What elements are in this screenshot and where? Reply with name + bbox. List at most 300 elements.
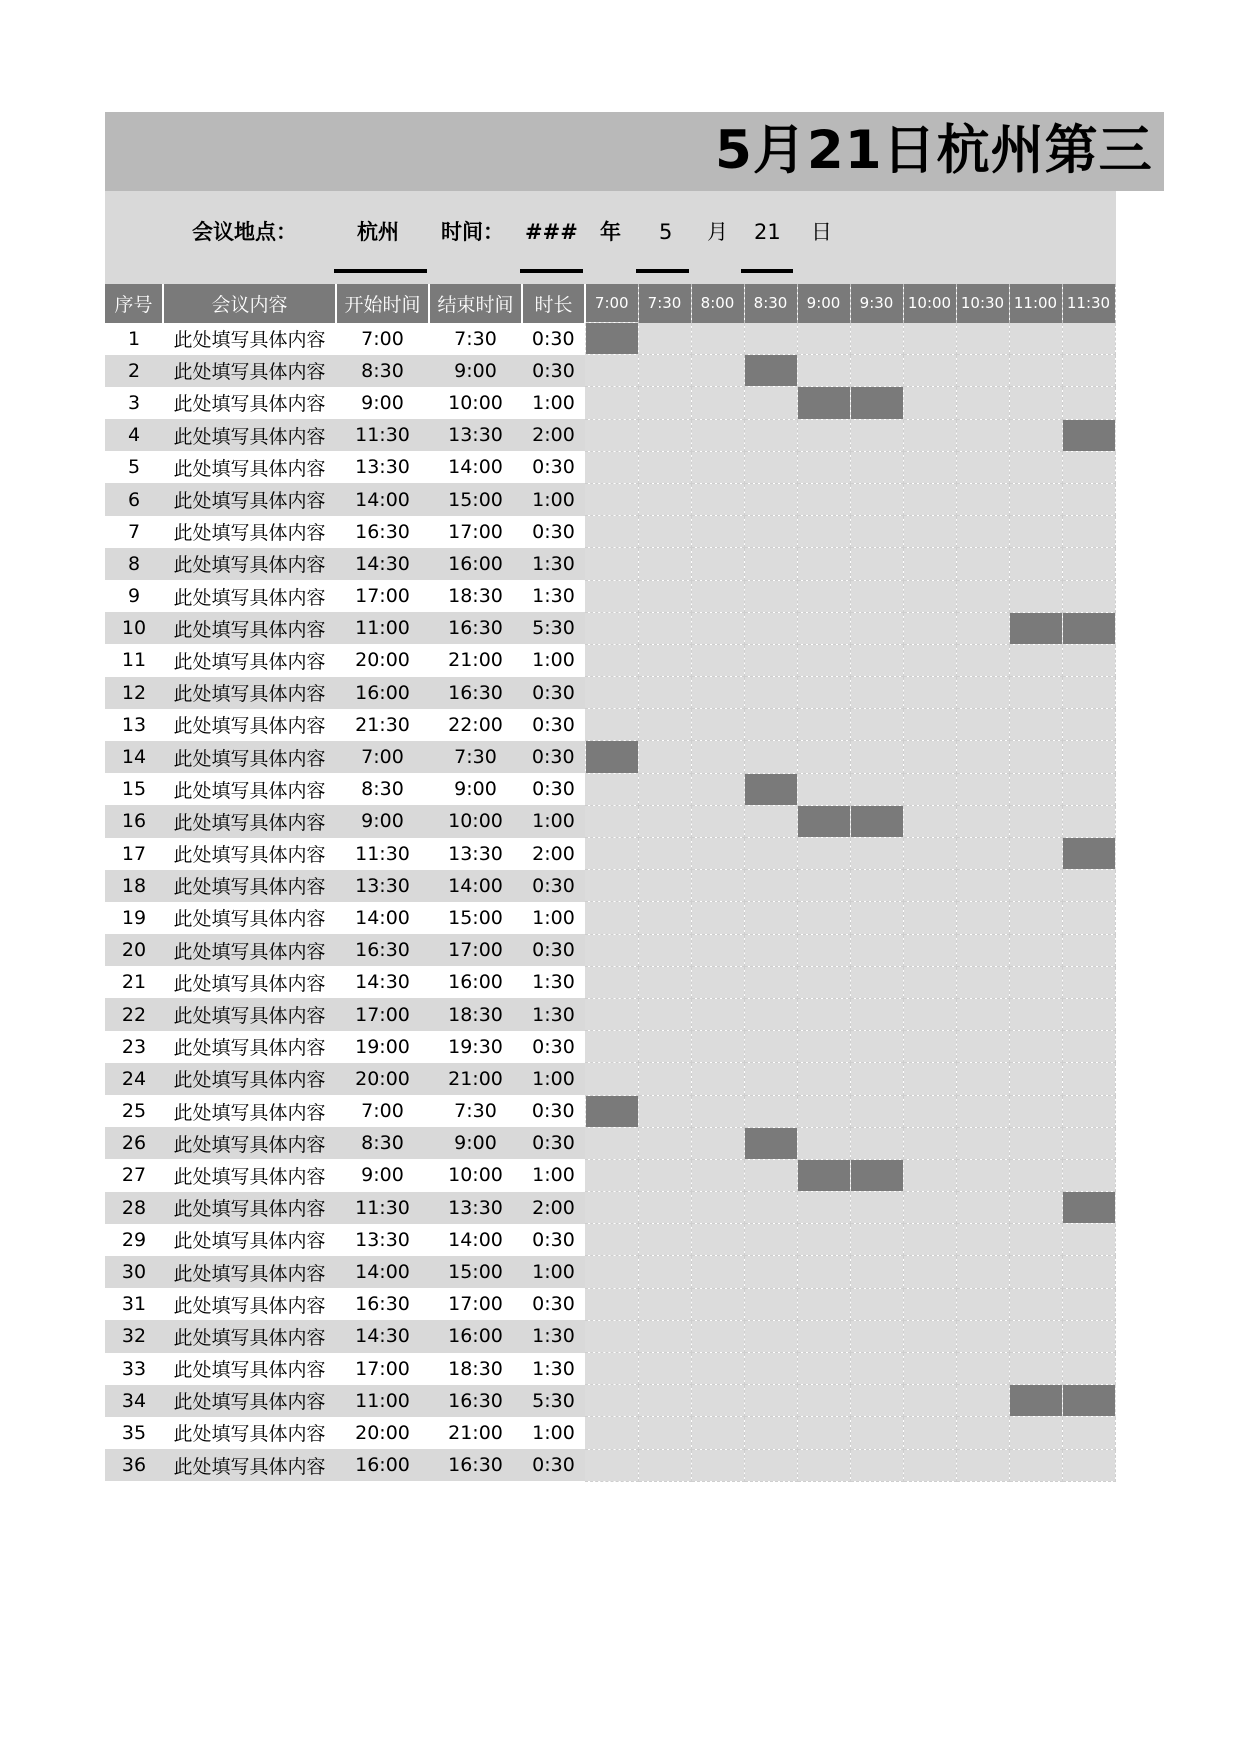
row-content: 此处填写具体内容: [163, 644, 336, 676]
gantt-empty-cell: [744, 1449, 797, 1481]
header-duration: 时长: [522, 284, 585, 323]
gantt-empty-cell: [744, 644, 797, 676]
row-end-time: 13:30: [429, 1192, 522, 1224]
row-duration: 0:30: [522, 741, 585, 773]
gantt-empty-cell: [1062, 355, 1115, 387]
row-end-time: 13:30: [429, 838, 522, 870]
row-index: 4: [105, 419, 163, 451]
row-content: 此处填写具体内容: [163, 1385, 336, 1417]
gantt-empty-cell: [638, 644, 691, 676]
row-start-time: 7:00: [336, 323, 429, 355]
gantt-empty-cell: [903, 1192, 956, 1224]
gantt-bar-cell: [1062, 1385, 1115, 1417]
gantt-empty-cell: [850, 1031, 903, 1063]
gantt-empty-cell: [744, 870, 797, 902]
gantt-empty-cell: [850, 1288, 903, 1320]
row-content: 此处填写具体内容: [163, 548, 336, 580]
row-duration: 2:00: [522, 838, 585, 870]
gantt-empty-cell: [638, 902, 691, 934]
gantt-empty-cell: [797, 323, 850, 355]
row-index: 20: [105, 934, 163, 966]
row-index: 21: [105, 966, 163, 998]
gantt-empty-cell: [1062, 548, 1115, 580]
gantt-empty-cell: [691, 773, 744, 805]
location-underline: [334, 269, 427, 273]
table-row: [105, 548, 1115, 580]
gantt-empty-cell: [1062, 934, 1115, 966]
gantt-empty-cell: [850, 355, 903, 387]
row-end-time: 21:00: [429, 1063, 522, 1095]
row-end-time: 16:00: [429, 966, 522, 998]
gantt-empty-cell: [691, 741, 744, 773]
gantt-bar-cell: [744, 1127, 797, 1159]
row-index: 23: [105, 1031, 163, 1063]
gantt-empty-cell: [850, 1353, 903, 1385]
gantt-empty-cell: [691, 805, 744, 837]
row-start-time: 16:30: [336, 934, 429, 966]
gantt-empty-cell: [1062, 1449, 1115, 1481]
gantt-empty-cell: [691, 934, 744, 966]
table-row: [105, 870, 1115, 902]
gantt-empty-cell: [585, 709, 638, 741]
gantt-empty-cell: [903, 1031, 956, 1063]
gantt-empty-cell: [1009, 355, 1062, 387]
table-row: [105, 677, 1115, 709]
gantt-empty-cell: [744, 966, 797, 998]
gantt-empty-cell: [1009, 709, 1062, 741]
gantt-empty-cell: [1062, 387, 1115, 419]
gantt-empty-cell: [903, 998, 956, 1030]
gantt-empty-cell: [903, 612, 956, 644]
gantt-empty-cell: [903, 548, 956, 580]
row-index: 25: [105, 1095, 163, 1127]
table-row: [105, 805, 1115, 837]
row-start-time: 16:00: [336, 1449, 429, 1481]
gantt-empty-cell: [1062, 644, 1115, 676]
row-end-time: 7:30: [429, 741, 522, 773]
gantt-empty-cell: [903, 1063, 956, 1095]
row-end-time: 17:00: [429, 1288, 522, 1320]
gantt-empty-cell: [585, 548, 638, 580]
row-start-time: 16:30: [336, 1288, 429, 1320]
row-start-time: 13:30: [336, 451, 429, 483]
row-index: 29: [105, 1224, 163, 1256]
gantt-empty-cell: [691, 1063, 744, 1095]
row-duration: 1:00: [522, 1063, 585, 1095]
row-index: 16: [105, 805, 163, 837]
row-duration: 0:30: [522, 677, 585, 709]
gantt-empty-cell: [638, 1224, 691, 1256]
gantt-empty-cell: [956, 805, 1009, 837]
gantt-empty-cell: [1062, 998, 1115, 1030]
row-index: 2: [105, 355, 163, 387]
gantt-empty-cell: [691, 709, 744, 741]
table-row: [105, 387, 1115, 419]
gantt-empty-cell: [1062, 1353, 1115, 1385]
row-start-time: 17:00: [336, 580, 429, 612]
row-content: 此处填写具体内容: [163, 1256, 336, 1288]
gantt-empty-cell: [744, 1417, 797, 1449]
row-end-time: 21:00: [429, 644, 522, 676]
row-content: 此处填写具体内容: [163, 838, 336, 870]
gantt-empty-cell: [850, 580, 903, 612]
gantt-empty-cell: [797, 934, 850, 966]
gantt-empty-cell: [903, 1127, 956, 1159]
gantt-empty-cell: [903, 709, 956, 741]
gantt-empty-cell: [850, 902, 903, 934]
row-index: 31: [105, 1288, 163, 1320]
gantt-empty-cell: [903, 677, 956, 709]
gantt-empty-cell: [1062, 1320, 1115, 1352]
row-start-time: 17:00: [336, 998, 429, 1030]
gantt-empty-cell: [956, 677, 1009, 709]
gantt-empty-cell: [797, 741, 850, 773]
gantt-empty-cell: [691, 355, 744, 387]
row-end-time: 16:00: [429, 548, 522, 580]
gantt-empty-cell: [797, 677, 850, 709]
table-row: [105, 612, 1115, 644]
header-slot: 8:30: [744, 284, 797, 323]
gantt-empty-cell: [903, 1256, 956, 1288]
gantt-empty-cell: [744, 548, 797, 580]
gantt-empty-cell: [585, 644, 638, 676]
row-duration: 0:30: [522, 709, 585, 741]
row-duration: 1:00: [522, 483, 585, 515]
gantt-empty-cell: [585, 1288, 638, 1320]
gantt-empty-cell: [1009, 1095, 1062, 1127]
row-end-time: 17:00: [429, 516, 522, 548]
gantt-bar-cell: [744, 355, 797, 387]
header-slot: 7:30: [638, 284, 691, 323]
gantt-bar-cell: [850, 805, 903, 837]
gantt-empty-cell: [903, 902, 956, 934]
gantt-empty-cell: [585, 998, 638, 1030]
gantt-empty-cell: [744, 323, 797, 355]
gantt-empty-cell: [903, 838, 956, 870]
table-row: [105, 1417, 1115, 1449]
gantt-empty-cell: [903, 966, 956, 998]
gantt-empty-cell: [691, 1256, 744, 1288]
row-content: 此处填写具体内容: [163, 870, 336, 902]
row-duration: 1:30: [522, 548, 585, 580]
gantt-empty-cell: [638, 1127, 691, 1159]
gantt-empty-cell: [797, 1449, 850, 1481]
gantt-bar-cell: [797, 1159, 850, 1191]
gantt-empty-cell: [797, 838, 850, 870]
gantt-empty-cell: [744, 1320, 797, 1352]
gantt-empty-cell: [691, 323, 744, 355]
gantt-empty-cell: [797, 902, 850, 934]
gantt-empty-cell: [903, 1224, 956, 1256]
gantt-empty-cell: [956, 1192, 1009, 1224]
gantt-empty-cell: [1009, 1192, 1062, 1224]
table-row: [105, 741, 1115, 773]
row-duration: 0:30: [522, 1095, 585, 1127]
gantt-empty-cell: [1009, 1449, 1062, 1481]
gantt-empty-cell: [1009, 419, 1062, 451]
row-end-time: 14:00: [429, 1224, 522, 1256]
gantt-empty-cell: [691, 644, 744, 676]
row-duration: 1:00: [522, 1159, 585, 1191]
header-slot: 9:00: [797, 284, 850, 323]
month-value: 5: [659, 220, 673, 244]
gantt-empty-cell: [1009, 580, 1062, 612]
gantt-empty-cell: [1009, 1224, 1062, 1256]
table-row: [105, 1031, 1115, 1063]
gantt-empty-cell: [956, 1224, 1009, 1256]
row-start-time: 8:30: [336, 773, 429, 805]
table-row: [105, 1256, 1115, 1288]
gantt-empty-cell: [797, 483, 850, 515]
gantt-empty-cell: [797, 709, 850, 741]
gantt-empty-cell: [744, 838, 797, 870]
gantt-empty-cell: [797, 516, 850, 548]
table-row: [105, 1127, 1115, 1159]
row-end-time: 9:00: [429, 355, 522, 387]
gantt-empty-cell: [585, 966, 638, 998]
row-start-time: 11:00: [336, 1385, 429, 1417]
header-slot: 8:00: [691, 284, 744, 323]
gantt-empty-cell: [638, 387, 691, 419]
row-duration: 0:30: [522, 1031, 585, 1063]
row-end-time: 16:30: [429, 1385, 522, 1417]
gantt-bar-cell: [850, 1159, 903, 1191]
row-index: 33: [105, 1353, 163, 1385]
gantt-empty-cell: [903, 1449, 956, 1481]
gantt-empty-cell: [903, 387, 956, 419]
table-row: [105, 1192, 1115, 1224]
gantt-empty-cell: [797, 1095, 850, 1127]
gantt-empty-cell: [903, 1353, 956, 1385]
row-content: 此处填写具体内容: [163, 709, 336, 741]
header-row: [105, 284, 1115, 323]
row-content: 此处填写具体内容: [163, 741, 336, 773]
gantt-empty-cell: [691, 998, 744, 1030]
gantt-empty-cell: [744, 1095, 797, 1127]
gantt-empty-cell: [585, 1320, 638, 1352]
gantt-empty-cell: [691, 1449, 744, 1481]
gantt-empty-cell: [691, 870, 744, 902]
gantt-empty-cell: [956, 1095, 1009, 1127]
gantt-empty-cell: [1009, 1063, 1062, 1095]
row-start-time: 14:30: [336, 548, 429, 580]
row-duration: 2:00: [522, 419, 585, 451]
schedule-table: [105, 284, 1116, 1482]
page-title: 5月21日杭州第三: [715, 120, 1153, 181]
row-content: 此处填写具体内容: [163, 1417, 336, 1449]
gantt-empty-cell: [1062, 1127, 1115, 1159]
row-start-time: 9:00: [336, 805, 429, 837]
gantt-empty-cell: [1062, 677, 1115, 709]
gantt-empty-cell: [744, 612, 797, 644]
gantt-empty-cell: [1009, 1288, 1062, 1320]
row-content: 此处填写具体内容: [163, 1063, 336, 1095]
gantt-empty-cell: [797, 451, 850, 483]
row-duration: 1:30: [522, 1353, 585, 1385]
table-row: [105, 580, 1115, 612]
row-start-time: 11:30: [336, 1192, 429, 1224]
table-row: [105, 1063, 1115, 1095]
row-end-time: 16:00: [429, 1320, 522, 1352]
gantt-empty-cell: [638, 1353, 691, 1385]
gantt-empty-cell: [1062, 451, 1115, 483]
row-index: 5: [105, 451, 163, 483]
gantt-empty-cell: [638, 870, 691, 902]
row-start-time: 7:00: [336, 1095, 429, 1127]
row-duration: 2:00: [522, 1192, 585, 1224]
gantt-empty-cell: [903, 419, 956, 451]
gantt-empty-cell: [956, 548, 1009, 580]
row-duration: 0:30: [522, 516, 585, 548]
gantt-empty-cell: [1062, 1159, 1115, 1191]
gantt-empty-cell: [903, 870, 956, 902]
table-row: [105, 934, 1115, 966]
row-index: 13: [105, 709, 163, 741]
gantt-bar-cell: [585, 323, 638, 355]
day-unit: 日: [811, 220, 832, 244]
gantt-empty-cell: [638, 516, 691, 548]
row-start-time: 9:00: [336, 1159, 429, 1191]
gantt-empty-cell: [850, 548, 903, 580]
gantt-empty-cell: [903, 1159, 956, 1191]
gantt-empty-cell: [691, 483, 744, 515]
row-index: 32: [105, 1320, 163, 1352]
gantt-empty-cell: [956, 1127, 1009, 1159]
gantt-empty-cell: [1062, 580, 1115, 612]
gantt-empty-cell: [585, 1063, 638, 1095]
gantt-empty-cell: [956, 1288, 1009, 1320]
gantt-empty-cell: [850, 1224, 903, 1256]
gantt-empty-cell: [1062, 1256, 1115, 1288]
gantt-empty-cell: [585, 677, 638, 709]
gantt-empty-cell: [956, 1063, 1009, 1095]
gantt-empty-cell: [1062, 1063, 1115, 1095]
table-row: [105, 838, 1115, 870]
row-end-time: 13:30: [429, 419, 522, 451]
row-content: 此处填写具体内容: [163, 805, 336, 837]
gantt-empty-cell: [638, 677, 691, 709]
gantt-empty-cell: [691, 1127, 744, 1159]
gantt-empty-cell: [744, 1063, 797, 1095]
gantt-empty-cell: [956, 355, 1009, 387]
row-content: 此处填写具体内容: [163, 1159, 336, 1191]
gantt-empty-cell: [1009, 1256, 1062, 1288]
gantt-empty-cell: [1062, 709, 1115, 741]
gantt-empty-cell: [956, 387, 1009, 419]
gantt-empty-cell: [850, 419, 903, 451]
gantt-empty-cell: [691, 1224, 744, 1256]
gantt-empty-cell: [903, 773, 956, 805]
gantt-empty-cell: [585, 870, 638, 902]
gantt-empty-cell: [956, 1159, 1009, 1191]
row-content: 此处填写具体内容: [163, 1031, 336, 1063]
row-end-time: 9:00: [429, 1127, 522, 1159]
gantt-empty-cell: [744, 709, 797, 741]
year-value: ###: [525, 220, 578, 244]
gantt-empty-cell: [691, 1320, 744, 1352]
row-duration: 0:30: [522, 1449, 585, 1481]
gantt-empty-cell: [956, 323, 1009, 355]
gantt-empty-cell: [638, 1192, 691, 1224]
gantt-empty-cell: [1009, 548, 1062, 580]
gantt-empty-cell: [903, 355, 956, 387]
row-index: 27: [105, 1159, 163, 1191]
row-duration: 1:30: [522, 580, 585, 612]
table-row: [105, 355, 1115, 387]
table-row: [105, 1288, 1115, 1320]
row-content: 此处填写具体内容: [163, 1192, 336, 1224]
row-duration: 1:30: [522, 998, 585, 1030]
gantt-empty-cell: [850, 1192, 903, 1224]
gantt-empty-cell: [691, 1353, 744, 1385]
header-slot: 11:30: [1062, 284, 1115, 323]
gantt-empty-cell: [797, 1063, 850, 1095]
row-index: 15: [105, 773, 163, 805]
row-content: 此处填写具体内容: [163, 355, 336, 387]
row-end-time: 16:30: [429, 1449, 522, 1481]
gantt-empty-cell: [638, 773, 691, 805]
gantt-empty-cell: [850, 644, 903, 676]
gantt-empty-cell: [956, 1353, 1009, 1385]
gantt-empty-cell: [903, 741, 956, 773]
gantt-empty-cell: [744, 934, 797, 966]
gantt-empty-cell: [691, 419, 744, 451]
gantt-empty-cell: [1009, 677, 1062, 709]
gantt-empty-cell: [850, 483, 903, 515]
gantt-empty-cell: [797, 580, 850, 612]
gantt-empty-cell: [1009, 1159, 1062, 1191]
gantt-empty-cell: [1009, 1417, 1062, 1449]
row-end-time: 7:30: [429, 323, 522, 355]
gantt-empty-cell: [956, 1256, 1009, 1288]
gantt-empty-cell: [797, 548, 850, 580]
row-duration: 1:30: [522, 1320, 585, 1352]
header-slot: 11:00: [1009, 284, 1062, 323]
row-start-time: 14:00: [336, 483, 429, 515]
gantt-bar-cell: [1009, 612, 1062, 644]
gantt-empty-cell: [638, 1320, 691, 1352]
gantt-empty-cell: [744, 1353, 797, 1385]
table-row: [105, 966, 1115, 998]
gantt-empty-cell: [850, 1127, 903, 1159]
gantt-empty-cell: [1009, 387, 1062, 419]
gantt-empty-cell: [1009, 838, 1062, 870]
gantt-empty-cell: [638, 838, 691, 870]
gantt-empty-cell: [956, 902, 1009, 934]
row-start-time: 19:00: [336, 1031, 429, 1063]
gantt-bar-cell: [1062, 838, 1115, 870]
row-start-time: 14:30: [336, 1320, 429, 1352]
gantt-empty-cell: [797, 1320, 850, 1352]
gantt-empty-cell: [1062, 1031, 1115, 1063]
header-index: 序号: [105, 284, 163, 323]
table-row: [105, 1449, 1115, 1481]
gantt-empty-cell: [585, 1192, 638, 1224]
row-start-time: 13:30: [336, 870, 429, 902]
day-underline: [741, 269, 793, 273]
gantt-bar-cell: [1062, 612, 1115, 644]
row-end-time: 15:00: [429, 902, 522, 934]
year-unit: 年: [600, 220, 621, 244]
meeting-info-band: [105, 191, 1116, 284]
gantt-empty-cell: [850, 934, 903, 966]
gantt-empty-cell: [956, 838, 1009, 870]
row-index: 6: [105, 483, 163, 515]
gantt-empty-cell: [903, 805, 956, 837]
gantt-empty-cell: [850, 1256, 903, 1288]
row-index: 14: [105, 741, 163, 773]
gantt-empty-cell: [956, 741, 1009, 773]
